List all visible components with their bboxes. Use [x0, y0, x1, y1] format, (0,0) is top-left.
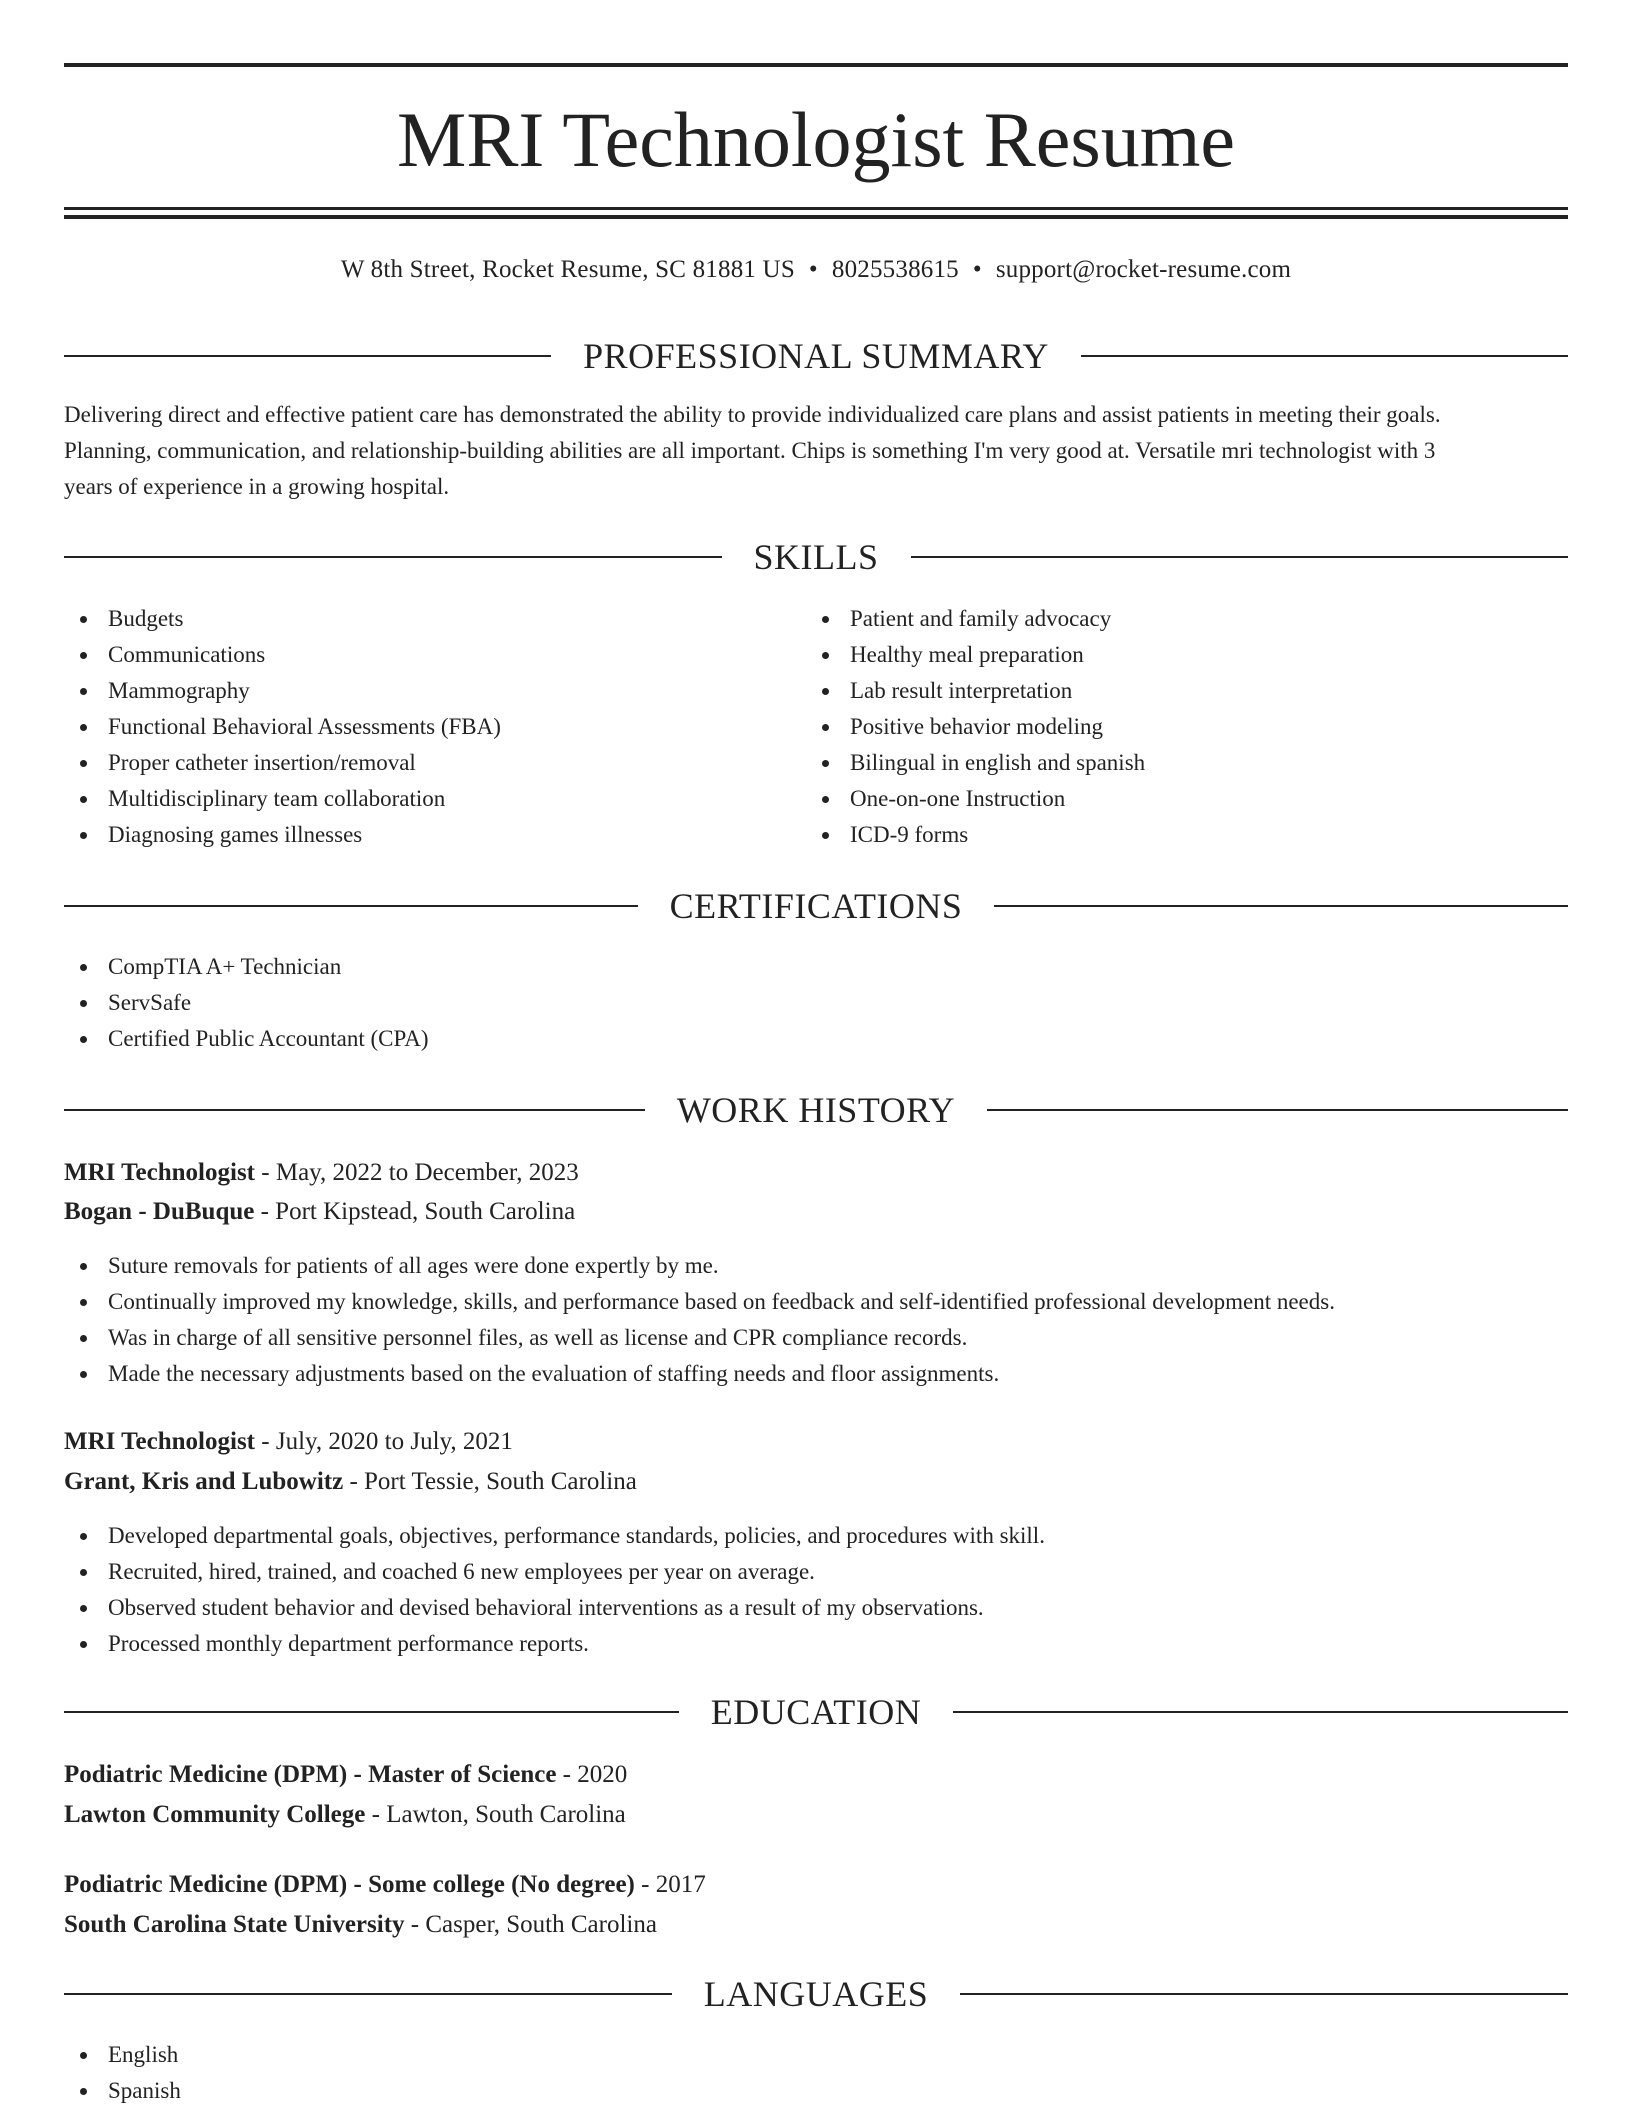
section-heading-work: [64, 1085, 1568, 1135]
job-duties-list: [64, 1248, 1335, 1392]
section-heading-certifications: [64, 881, 1568, 931]
skill-item: One-on-one Instruction: [806, 781, 1145, 817]
languages-list: [64, 2037, 181, 2109]
section-title: SKILLS: [753, 537, 879, 577]
education-degree: Podiatric Medicine (DPM) - Master of Science: [64, 1761, 557, 1788]
skills-list-left: [64, 601, 501, 853]
skill-item: Healthy meal preparation: [806, 637, 1145, 673]
education-location: - Casper, South Carolina: [404, 1911, 657, 1938]
heading-rule: [1081, 355, 1568, 357]
education-school-line: [64, 1905, 1568, 1945]
contact-email[interactable]: support@rocket-resume.com: [995, 256, 1292, 283]
education-location: - Lawton, South Carolina: [365, 1801, 626, 1828]
heading-rule: [64, 355, 551, 357]
job-duty: Observed student behavior and devised behavioral interventions as a result of my observations.: [64, 1590, 1045, 1626]
job-duty: Processed monthly department performance reports.: [64, 1626, 1045, 1662]
summary-line: Planning, communication, and relationship-building abilities are all important. Chips is something I'm very good at. Versatile mri technologist with 3: [64, 438, 1436, 463]
certification-item: Certified Public Accountant (CPA): [64, 1021, 428, 1057]
contact-separator: •: [808, 256, 818, 283]
section-title: LANGUAGES: [703, 1974, 929, 2014]
education-degree: Podiatric Medicine (DPM) - Some college (No degree): [64, 1871, 635, 1898]
education-degree-line: [64, 1755, 1568, 1795]
job-duty: Continually improved my knowledge, skills, and performance based on feedback and self-identified professional development needs.: [64, 1284, 1335, 1320]
heading-rule: [64, 905, 638, 907]
heading-rule: [960, 1993, 1568, 1995]
section-heading-languages: [64, 1969, 1568, 2019]
section-heading-summary: [64, 331, 1568, 381]
skill-item: ICD-9 forms: [806, 817, 1145, 853]
job-duty: Made the necessary adjustments based on the evaluation of staffing needs and floor assignments.: [64, 1356, 1335, 1392]
heading-rule: [64, 1711, 679, 1713]
language-item: English: [64, 2037, 181, 2073]
education-year: - 2020: [556, 1761, 628, 1788]
skills-list-right: [806, 601, 1145, 853]
job-company-line: [64, 1192, 1568, 1232]
job-role: MRI Technologist: [64, 1428, 256, 1455]
contact-phone: 8025538615: [831, 256, 959, 283]
heading-rule: [987, 1109, 1568, 1111]
title-rule-upper: [64, 207, 1568, 210]
skill-item: Budgets: [64, 601, 501, 637]
contact-address: W 8th Street, Rocket Resume, SC 81881 US: [340, 256, 795, 283]
job-duty: Developed departmental goals, objectives, performance standards, policies, and procedures with skill.: [64, 1518, 1045, 1554]
heading-rule: [911, 556, 1569, 558]
job-location: - Port Tessie, South Carolina: [343, 1468, 637, 1495]
skill-item: Functional Behavioral Assessments (FBA): [64, 709, 501, 745]
job-company: Bogan - DuBuque: [64, 1198, 255, 1225]
certification-item: CompTIA A+ Technician: [64, 949, 428, 985]
job-duties-list: [64, 1518, 1045, 1662]
skill-item: Multidisciplinary team collaboration: [64, 781, 501, 817]
skill-item: Patient and family advocacy: [806, 601, 1145, 637]
job-title-line: [64, 1422, 1568, 1462]
job-dates: - July, 2020 to July, 2021: [255, 1428, 513, 1455]
language-item: Spanish: [64, 2073, 181, 2109]
heading-rule: [64, 1109, 645, 1111]
skill-item: Lab result interpretation: [806, 673, 1145, 709]
resume-title: MRI Technologist Resume: [396, 96, 1236, 183]
section-title: EDUCATION: [710, 1692, 922, 1732]
job-duty: Suture removals for patients of all ages were done expertly by me.: [64, 1248, 1335, 1284]
skill-item: Bilingual in english and spanish: [806, 745, 1145, 781]
job-title-line: [64, 1153, 1568, 1193]
education-year: - 2017: [634, 1871, 706, 1898]
job-location: - Port Kipstead, South Carolina: [254, 1198, 576, 1225]
education-school-line: [64, 1795, 1568, 1835]
education-school: South Carolina State University: [64, 1911, 405, 1938]
heading-rule: [64, 1993, 672, 1995]
section-title: WORK HISTORY: [676, 1090, 956, 1130]
certification-item: ServSafe: [64, 985, 428, 1021]
section-title: PROFESSIONAL SUMMARY: [583, 336, 1049, 376]
summary-text: [64, 397, 1568, 505]
heading-rule: [953, 1711, 1568, 1713]
title-rule-lower: [64, 215, 1568, 219]
skill-item: Proper catheter insertion/removal: [64, 745, 501, 781]
education-degree-line: [64, 1865, 1568, 1905]
contact-separator: •: [972, 256, 982, 283]
contact-line: [64, 252, 1568, 288]
section-title: CERTIFICATIONS: [669, 886, 963, 926]
job-role: MRI Technologist: [64, 1159, 256, 1186]
top-rule: [64, 63, 1568, 67]
skill-item: Positive behavior modeling: [806, 709, 1145, 745]
job-dates: - May, 2022 to December, 2023: [255, 1159, 579, 1186]
skill-item: Diagnosing games illnesses: [64, 817, 501, 853]
skill-item: Communications: [64, 637, 501, 673]
skill-item: Mammography: [64, 673, 501, 709]
certifications-list: [64, 949, 428, 1057]
job-duty: Recruited, hired, trained, and coached 6 new employees per year on average.: [64, 1554, 1045, 1590]
heading-rule: [994, 905, 1568, 907]
section-heading-skills: [64, 532, 1568, 582]
heading-rule: [64, 556, 722, 558]
job-company-line: [64, 1462, 1568, 1502]
education-school: Lawton Community College: [64, 1801, 366, 1828]
section-heading-education: [64, 1687, 1568, 1737]
job-company: Grant, Kris and Lubowitz: [64, 1468, 344, 1495]
job-duty: Was in charge of all sensitive personnel files, as well as license and CPR compliance records.: [64, 1320, 1335, 1356]
summary-line: Delivering direct and effective patient care has demonstrated the ability to provide individualized care plans and assist patients in meeting their goals.: [64, 402, 1441, 427]
summary-line: years of experience in a growing hospital.: [64, 474, 450, 499]
